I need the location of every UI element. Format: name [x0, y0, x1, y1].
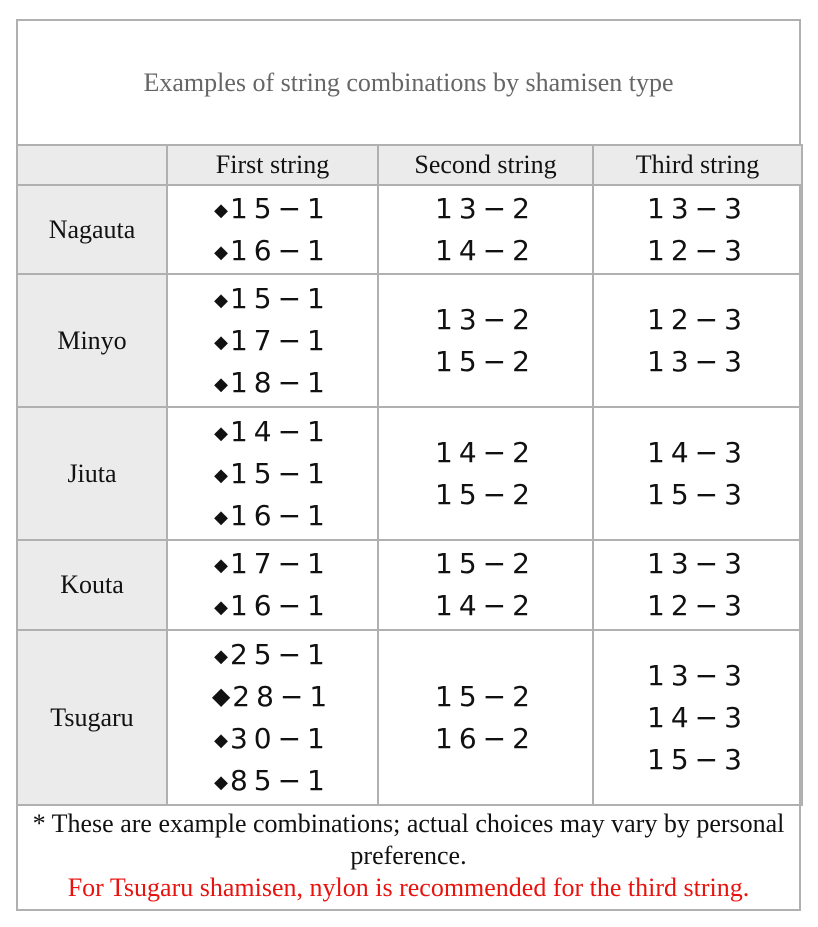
- table-row: [17, 407, 802, 540]
- string-code: 17−1: [229, 547, 331, 580]
- header-row: [17, 145, 802, 185]
- diamond-icon: ◆: [211, 681, 231, 710]
- string-combination: [168, 188, 377, 230]
- string-combination: [168, 760, 377, 802]
- string-code: 12−3: [647, 589, 748, 622]
- string-combination: [594, 341, 801, 383]
- string-code: 15−3: [647, 477, 748, 511]
- diamond-icon: ◆: [214, 464, 228, 486]
- string-combination: [379, 299, 592, 341]
- diamond-icon: ◆: [214, 331, 228, 353]
- diamond-icon: ◆: [214, 422, 228, 444]
- third-string-cell: [593, 185, 802, 274]
- diamond-icon: ◆: [214, 199, 228, 221]
- string-combination: [379, 718, 592, 760]
- string-combination: [594, 585, 801, 627]
- diamond-icon: ◆: [214, 241, 228, 263]
- note-example: * These are example combinations; actual choices may vary by personal preference.: [32, 809, 785, 870]
- string-combination: [379, 188, 592, 230]
- string-code: 15−1: [229, 456, 331, 490]
- third-string-cell: [593, 274, 802, 407]
- shamisen-type: Kouta: [17, 540, 167, 630]
- first-string-cell: [167, 274, 378, 407]
- string-combination: [168, 278, 377, 320]
- string-combination: [168, 495, 377, 537]
- table-row: [17, 185, 802, 274]
- diamond-icon: ◆: [214, 373, 228, 395]
- string-combination: [379, 543, 592, 585]
- string-combination: [379, 341, 592, 383]
- first-string-cell: [167, 540, 378, 630]
- string-combination: [168, 411, 377, 453]
- third-string-cell: [593, 540, 802, 630]
- string-combination: [168, 718, 377, 760]
- diamond-icon: ◆: [214, 729, 228, 751]
- note-tsugaru: For Tsugaru shamisen, nylon is recommended for the third string.: [67, 873, 750, 902]
- string-code: 12−3: [647, 233, 748, 267]
- string-combination: [594, 188, 801, 230]
- notes: [18, 804, 799, 911]
- string-combination-table-frame: [16, 19, 801, 911]
- string-code: 12−3: [647, 302, 748, 336]
- string-code: 14−3: [647, 435, 748, 469]
- second-string-cell: [378, 185, 593, 274]
- diamond-icon: ◆: [214, 645, 228, 667]
- string-combination: [168, 634, 377, 676]
- string-combination: [168, 453, 377, 495]
- second-string-cell: [378, 407, 593, 540]
- string-code: 13−2: [435, 302, 536, 336]
- string-code: 16−1: [229, 498, 331, 532]
- first-string-cell: [167, 630, 378, 805]
- string-combination: [379, 585, 592, 627]
- diamond-icon: ◆: [214, 289, 228, 311]
- string-code: 25−1: [229, 637, 331, 671]
- string-code: 13−2: [435, 191, 536, 225]
- string-combination: [168, 230, 377, 272]
- string-code: 15−1: [229, 281, 331, 315]
- string-code: 15−2: [435, 344, 536, 378]
- string-combination: [594, 230, 801, 272]
- string-code: 15−3: [647, 742, 748, 776]
- string-combination: [379, 676, 592, 718]
- string-code: 14−2: [435, 435, 536, 469]
- string-code: 16−1: [229, 589, 331, 622]
- header-corner: [17, 145, 167, 185]
- string-combination: [168, 585, 377, 627]
- string-combination: [168, 362, 377, 404]
- third-string-cell: [593, 407, 802, 540]
- shamisen-type: Jiuta: [17, 407, 167, 540]
- string-code: 14−2: [435, 589, 536, 622]
- second-string-cell: [378, 630, 593, 805]
- shamisen-type: Nagauta: [17, 185, 167, 274]
- third-string-cell: [593, 630, 802, 805]
- string-combination-table: [16, 144, 803, 806]
- first-string-cell: [167, 407, 378, 540]
- diamond-icon: ◆: [214, 506, 228, 528]
- string-combination: [379, 474, 592, 516]
- string-combination: [379, 432, 592, 474]
- string-combination: [594, 543, 801, 585]
- table-caption: Examples of string combinations by shamisen type: [143, 67, 674, 97]
- string-combination: [168, 320, 377, 362]
- diamond-icon: ◆: [214, 597, 228, 618]
- string-combination: [594, 697, 801, 739]
- string-code: 13−3: [647, 547, 748, 580]
- string-code: 14−1: [229, 414, 331, 448]
- string-combination: [594, 474, 801, 516]
- string-code: 15−2: [435, 477, 536, 511]
- string-code: 13−3: [647, 344, 748, 378]
- string-combination: [594, 432, 801, 474]
- string-combination: [168, 543, 377, 585]
- diamond-icon: ◆: [214, 555, 228, 576]
- table-row: [17, 630, 802, 805]
- string-code: 16−2: [435, 721, 536, 755]
- string-code: 17−1: [229, 323, 331, 357]
- first-string-cell: [167, 185, 378, 274]
- string-combination: [594, 739, 801, 781]
- string-code: 13−3: [647, 658, 748, 692]
- string-code: 28−1: [232, 679, 334, 713]
- string-code: 13−3: [647, 191, 748, 225]
- string-code: 15−1: [229, 191, 331, 225]
- string-code: 18−1: [229, 365, 331, 399]
- shamisen-type: Minyo: [17, 274, 167, 407]
- string-code: 16−1: [229, 233, 331, 267]
- shamisen-type: Tsugaru: [17, 630, 167, 805]
- string-code: 15−2: [435, 679, 536, 713]
- string-combination: [594, 299, 801, 341]
- string-combination: [594, 655, 801, 697]
- table-row: [17, 274, 802, 407]
- header-first-string: First string: [167, 145, 378, 185]
- string-combination: [168, 676, 377, 718]
- header-third-string: Third string: [593, 145, 802, 185]
- string-code: 85−1: [229, 763, 331, 797]
- diamond-icon: ◆: [214, 771, 228, 793]
- table-row: [17, 540, 802, 630]
- string-code: 15−2: [435, 547, 536, 580]
- string-code: 14−3: [647, 700, 748, 734]
- string-code: 30−1: [229, 721, 331, 755]
- string-code: 14−2: [435, 233, 536, 267]
- second-string-cell: [378, 274, 593, 407]
- string-combination: [379, 230, 592, 272]
- header-second-string: Second string: [378, 145, 593, 185]
- second-string-cell: [378, 540, 593, 630]
